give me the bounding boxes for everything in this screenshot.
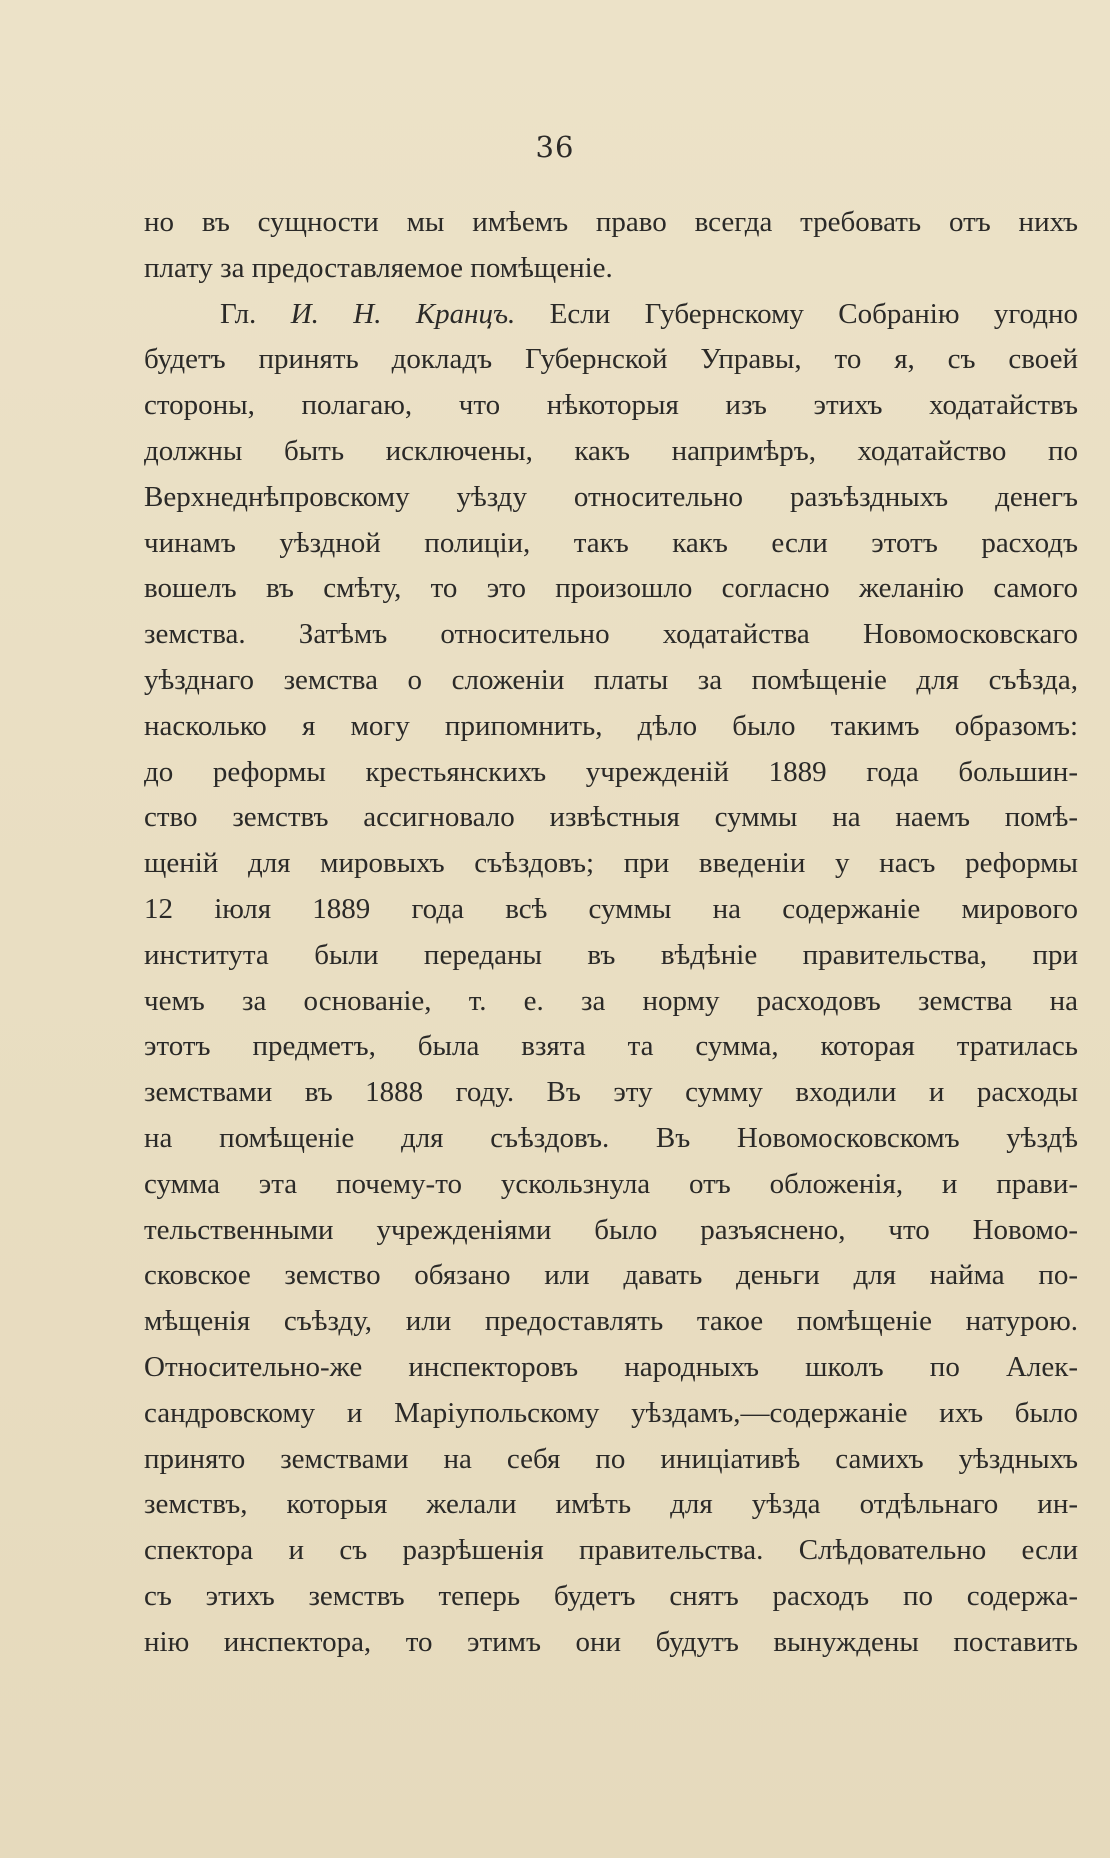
text-line: земства. Затѣмъ относительно ходатайства Новомосковскаго xyxy=(144,618,1078,651)
text-line: плату за предоставляемое помѣщеніе. xyxy=(144,251,613,284)
text-line: щеній для мировыхъ съѣздовъ; при введеніи у насъ реформы xyxy=(144,847,1078,880)
speaker-prefix: Гл. xyxy=(220,297,257,330)
text-line: должны быть исключены, какъ напримѣръ, ходатайство по xyxy=(144,434,1078,467)
text-line: уѣзднаго земства о сложеніи платы за помѣщеніе для съѣзда, xyxy=(144,663,1078,696)
text-line: сковское земство обязано или давать деньги для найма по- xyxy=(144,1259,1078,1292)
text-line: спектора и съ разрѣшенія правительства. Слѣдовательно если xyxy=(144,1534,1078,1567)
text-line-speaker xyxy=(144,292,1078,338)
text-line: нію инспектора, то этимъ они будутъ вынуждены поставить xyxy=(144,1625,1078,1658)
text-line: тельственными учрежденіями было разъяснено, что Новомо- xyxy=(144,1213,1078,1246)
text-line: чемъ за основаніе, т. е. за норму расходовъ земства на xyxy=(144,984,1078,1017)
text-line: стороны, полагаю, что нѣкоторыя изъ этихъ ходатайствъ xyxy=(144,389,1078,422)
text-line: будетъ принять докладъ Губернской Управы, то я, съ своей xyxy=(144,343,1078,376)
text-line: 12 іюля 1889 года всѣ суммы на содержаніе мирового xyxy=(144,892,1078,925)
speech-start: Если Губернскому Собранію угодно xyxy=(549,297,1078,330)
text-line: Относительно-же инспекторовъ народныхъ школъ по Алек- xyxy=(144,1350,1078,1383)
text-line: этотъ предметъ, была взята та сумма, которая тратилась xyxy=(144,1030,1078,1063)
text-line: но въ сущности мы имѣемъ право всегда требовать отъ нихъ xyxy=(144,206,1078,238)
body-text xyxy=(144,200,1078,1666)
page-number: 36 xyxy=(535,130,575,164)
text-line: чинамъ уѣздной полиціи, такъ какъ если этотъ расходъ xyxy=(144,526,1078,559)
text-line: до реформы крестьянскихъ учрежденій 1889 года большин- xyxy=(144,755,1078,788)
text-line: насколько я могу припомнить, дѣло было такимъ образомъ: xyxy=(144,709,1078,742)
text-line: съ этихъ земствъ теперь будетъ снятъ расходъ по содержа- xyxy=(144,1579,1078,1612)
text-line: земствами въ 1888 году. Въ эту сумму входили и расходы xyxy=(144,1076,1078,1109)
text-line: земствъ, которыя желали имѣть для уѣзда отдѣльнаго ин- xyxy=(144,1488,1078,1521)
text-line: вошелъ въ смѣту, то это произошло согласно желанію самого xyxy=(144,572,1078,605)
text-line: сумма эта почему-то ускользнула отъ обложенія, и прави- xyxy=(144,1167,1078,1200)
text-line: мѣщенія съѣзду, или предоставлять такое помѣщеніе натурою. xyxy=(144,1305,1078,1338)
text-line: института были переданы въ вѣдѣніе правительства, при xyxy=(144,938,1078,971)
text-line: Верхнеднѣпровскому уѣзду относительно разъѣздныхъ денегъ xyxy=(144,480,1078,513)
text-line: ство земствъ ассигновало извѣстныя суммы на наемъ помѣ- xyxy=(144,801,1078,834)
speaker-name: И. Н. Кранцъ. xyxy=(290,297,516,330)
text-line: принято земствами на себя по иниціативѣ самихъ уѣздныхъ xyxy=(144,1442,1078,1475)
text-line: сандровскому и Маріупольскому уѣздамъ,—содержаніе ихъ было xyxy=(144,1396,1078,1429)
text-line: на помѣщеніе для съѣздовъ. Въ Новомосковскомъ уѣздѣ xyxy=(144,1121,1078,1154)
